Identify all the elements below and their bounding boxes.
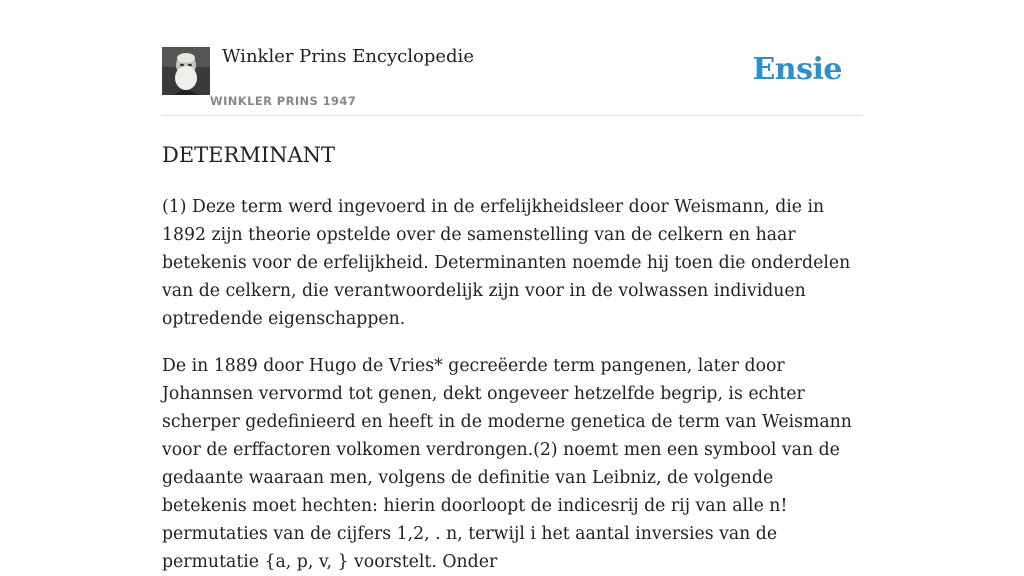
article-paragraph: De in 1889 door Hugo de Vries* gecreëerde term pangenen, later door Johannsen vervormd tot genen, dekt ongeveer hetzelfde begrip, is echter scherper gedefinieerd en heeft in de moderne genetica de term van Weismann voor de erffactoren volkomen verdrongen.(2) noemt men een symbool van de gedaante waaraan men, volgens de definitie van Leibniz, de volgende betekenis moet hechten: hierin doorloopt de indicesrij de rij van alle n! permutaties van de cijfers 1,2, . n, terwijl i het aantal inversies van de permutatie {a, p, v, } voorstelt. Onder [162,356,852,572]
brand-logo[interactable]: Ensie [752,52,842,87]
avatar[interactable] [162,47,210,95]
source-subtitle: WINKLER PRINS 1947 [210,94,357,108]
article [162,139,862,576]
article-paragraph: (1) Deze term werd ingevoerd in de erfelijkheidsleer door Weismann, die in 1892 zijn theorie opstelde over de samenstelling van de celkern en haar betekenis voor de erfelijkheid. Determinanten noemde hij toen die onderdelen van de celkern, die verantwoordelijk zijn voor in de volwassen individuen optredende eigenschappen. [162,197,851,329]
page-title: DETERMINANT [162,143,336,167]
bearded-man-portrait-icon [162,47,210,95]
header-divider [162,115,862,116]
source-header [162,46,862,116]
source-title-link[interactable]: Winkler Prins Encyclopedie [222,46,474,67]
